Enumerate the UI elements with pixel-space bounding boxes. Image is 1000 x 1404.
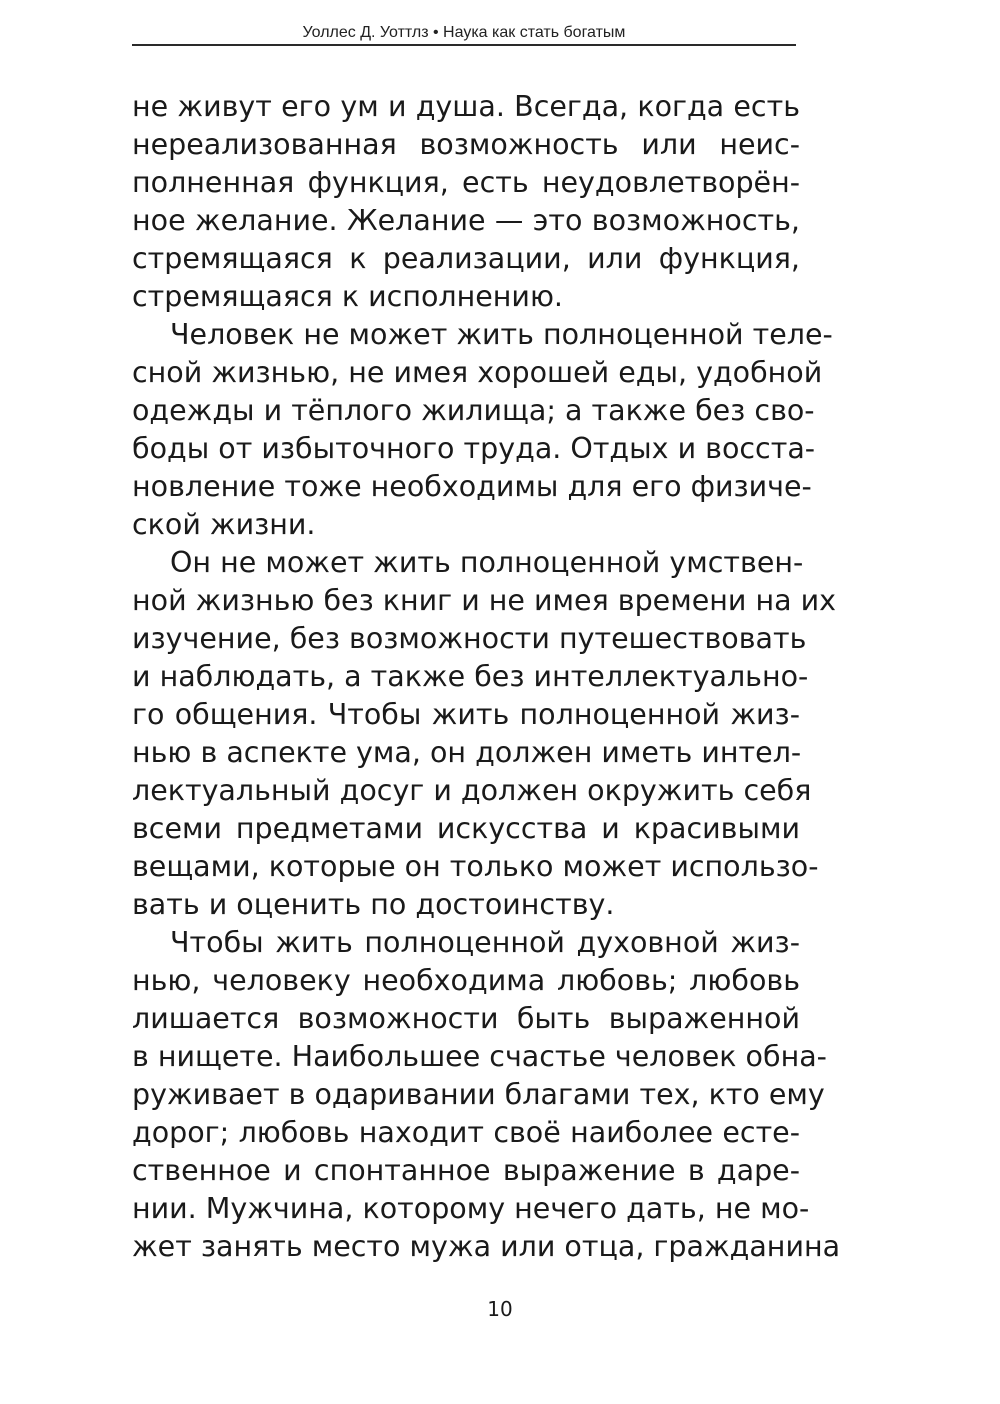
paragraph-2 <box>132 316 833 544</box>
text-line: не живут его ум и душа. Всегда, когда есть <box>132 90 800 123</box>
text-line: лишается возможности быть выраженной <box>132 1002 800 1035</box>
text-line: нью, человеку необходима любовь; любовь <box>132 964 800 997</box>
text-line: стремящаяся к исполнению. <box>132 280 563 313</box>
text-line: нью в аспекте ума, он должен иметь интел- <box>132 736 802 769</box>
text-line: руживает в одаривании благами тех, кто ему <box>132 1078 825 1111</box>
text-line: лектуальный досуг и должен окружить себя <box>132 774 812 807</box>
text-line: боды от избыточного труда. Отдых и восста- <box>132 432 816 465</box>
text-line: жет занять место мужа или отца, гражданина <box>132 1230 841 1263</box>
body-text <box>132 88 841 1266</box>
text-line: в нищете. Наибольшее счастье человек обна- <box>132 1040 827 1073</box>
text-line: Человек не может жить полноценной теле- <box>170 318 833 351</box>
paragraph-1 <box>132 88 800 316</box>
paragraph-3 <box>132 544 836 924</box>
text-line: и наблюдать, а также без интеллектуально- <box>132 660 809 693</box>
header-rule <box>132 44 796 46</box>
paragraph-4 <box>132 924 841 1266</box>
text-line: ственное и спонтанное выражение в даре- <box>132 1154 800 1187</box>
text-line: дорог; любовь находит своё наиболее есте- <box>132 1116 800 1149</box>
text-line: Чтобы жить полноценной духовной жиз- <box>170 926 800 959</box>
text-line: го общения. Чтобы жить полноценной жиз- <box>132 698 800 731</box>
text-line: нии. Мужчина, которому нечего дать, не мо- <box>132 1192 810 1225</box>
text-line: полненная функция, есть неудовлетворён- <box>132 166 800 199</box>
text-line: вещами, которые он только может использо- <box>132 850 819 883</box>
text-line: изучение, без возможности путешествовать <box>132 622 807 655</box>
page-number: 10 <box>487 1297 513 1321</box>
text-line: нереализованная возможность или неис- <box>132 128 800 161</box>
text-line: стремящаяся к реализации, или функция, <box>132 242 800 275</box>
text-line: новление тоже необходимы для его физиче- <box>132 470 812 503</box>
text-line: ской жизни. <box>132 508 316 541</box>
text-line: Он не может жить полноценной умствен- <box>170 546 804 579</box>
text-line: одежды и тёплого жилища; а также без сво- <box>132 394 815 427</box>
text-line: вать и оценить по достоинству. <box>132 888 615 921</box>
text-line: ное желание. Желание — это возможность, <box>132 204 800 237</box>
text-line: сной жизнью, не имея хорошей еды, удобной <box>132 356 823 389</box>
text-line: ной жизнью без книг и не имея времени на их <box>132 584 836 617</box>
text-line: всеми предметами искусства и красивыми <box>132 812 800 845</box>
running-header: Уоллес Д. Уоттлз • Наука как стать богатым <box>302 24 626 41</box>
